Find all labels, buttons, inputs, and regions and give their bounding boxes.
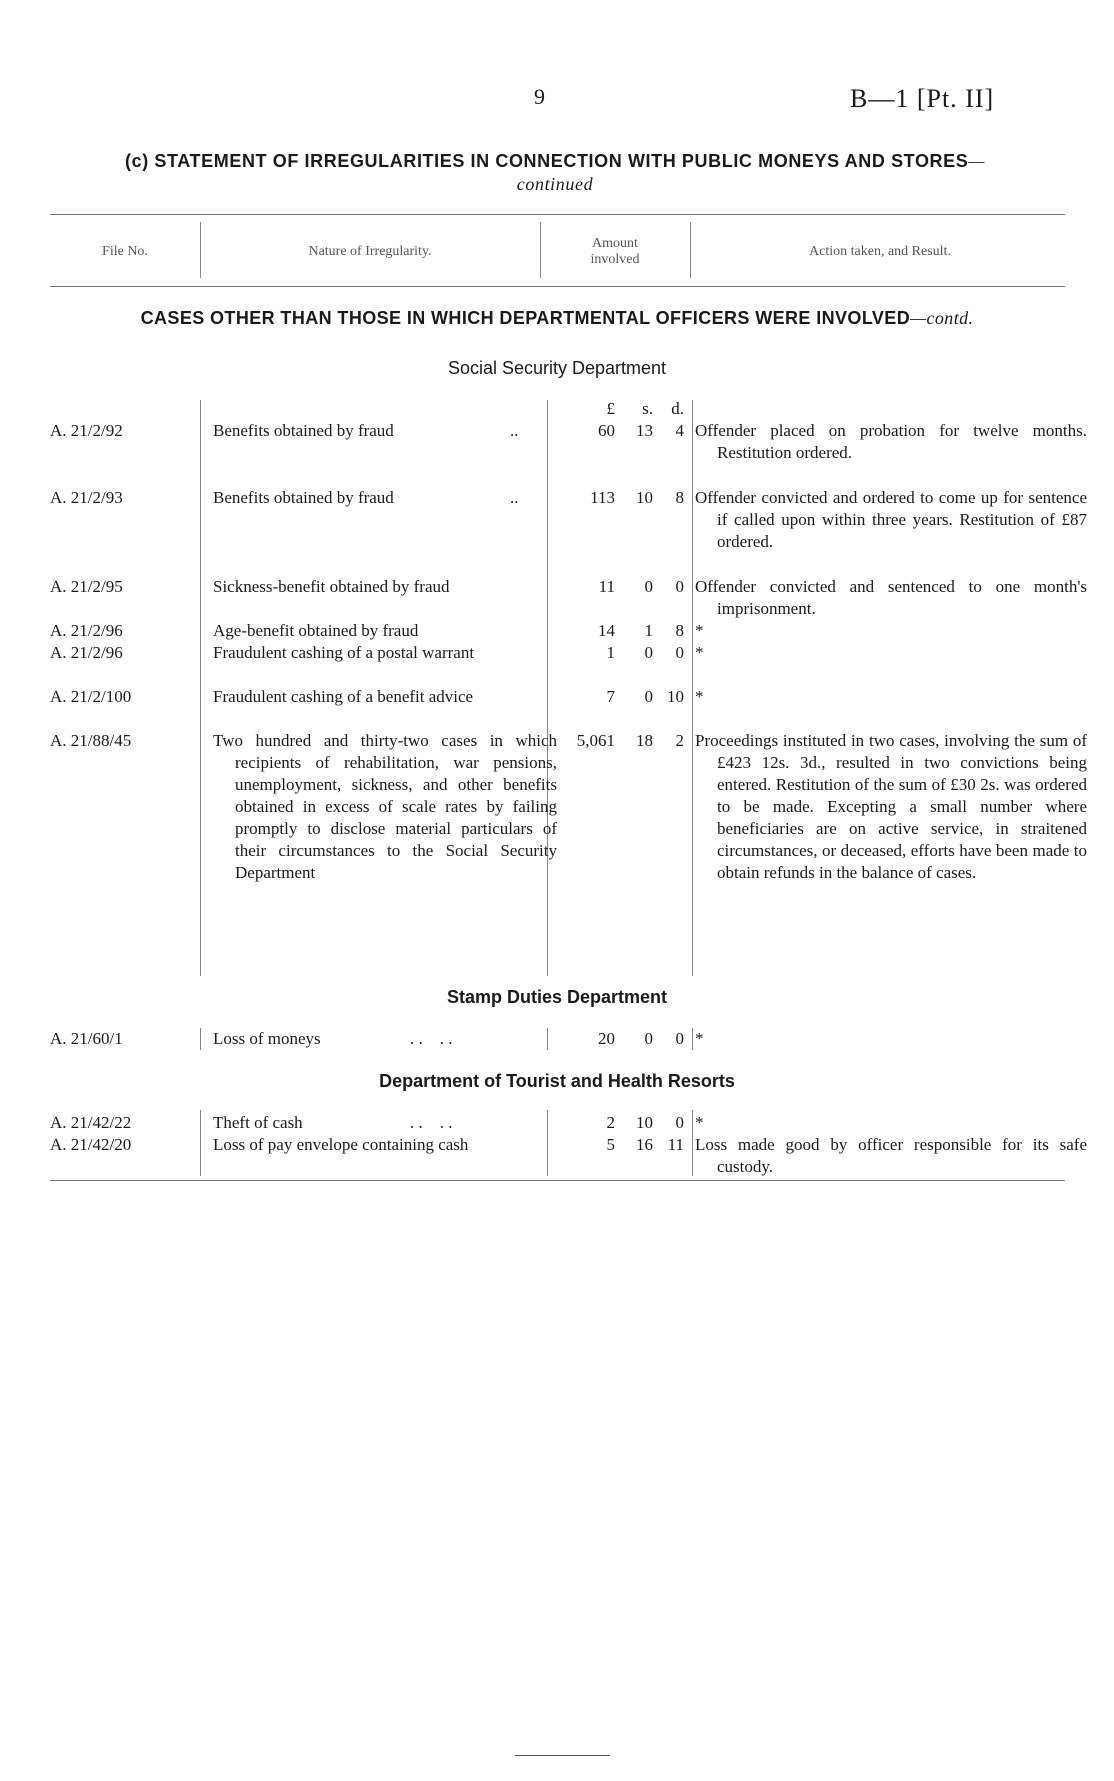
file-number: A. 21/2/96 — [50, 643, 123, 662]
column-rule — [200, 1028, 201, 1050]
action-taken: Offender convicted and ordered to come up for sentence if called upon within three years. Restitution of £87 ordered. — [695, 488, 1087, 551]
amount-shillings: 0 — [644, 1029, 653, 1048]
file-number: A. 21/42/22 — [50, 1113, 132, 1132]
column-rule — [692, 1028, 693, 1050]
amount-shillings: 0 — [644, 643, 653, 662]
title-main: STATEMENT OF IRREGULARITIES IN CONNECTION WITH PUBLIC MONEYS AND STORES — [154, 151, 969, 171]
amount-pence: 11 — [667, 1135, 684, 1154]
amount-shillings: 10 — [636, 488, 653, 507]
action-taken: Offender placed on probation for twelve months. Restitution ordered. — [695, 421, 1087, 462]
currency-pounds-header: £ — [606, 399, 615, 418]
column-rule — [692, 400, 693, 976]
amount-shillings: 13 — [636, 421, 653, 440]
file-number: A. 21/2/96 — [50, 621, 123, 640]
irregularity-nature: Sickness-benefit obtained by fraud — [213, 577, 450, 596]
end-rule — [515, 1755, 610, 1756]
page-number: 9 — [534, 84, 545, 109]
amount-pounds: 20 — [598, 1029, 615, 1048]
file-number: A. 21/42/20 — [50, 1135, 132, 1154]
amount-pounds: 1 — [606, 643, 615, 662]
irregularity-nature: Fraudulent cashing of a postal warrant — [213, 643, 475, 662]
dot-leader: .. — [510, 488, 519, 507]
column-header-action: Action taken, and Result. — [809, 244, 951, 259]
irregularity-nature: Two hundred and thirty-two cases in which recipients of rehabilitation, war pensions, unemployment, sickness, and other benefits obtained in excess of scale rates by failing promptly to disclose material particulars of their circumstances to the Social Security Department — [213, 731, 557, 882]
action-taken: Offender convicted and sentenced to one month's imprisonment. — [695, 577, 1087, 618]
irregularity-nature: Loss of pay envelope containing cash — [213, 1135, 469, 1154]
department-heading: Department of Tourist and Health Resorts — [379, 1071, 735, 1091]
title-prefix: (c) — [125, 151, 149, 171]
dot-leader: . . . . — [410, 1113, 453, 1132]
amount-pence: 2 — [675, 731, 684, 750]
dot-leader: .. — [510, 421, 519, 440]
action-taken: * — [695, 1113, 704, 1132]
irregularity-nature: Benefits obtained by fraud — [213, 421, 394, 440]
header-top-rule — [50, 214, 1065, 215]
amount-pence: 0 — [675, 1113, 684, 1132]
column-rule — [200, 400, 201, 976]
irregularity-nature: Theft of cash — [213, 1113, 303, 1132]
amount-pence: 0 — [675, 577, 684, 596]
action-taken: * — [695, 1029, 704, 1048]
amount-pounds: 14 — [598, 621, 615, 640]
department-heading: Social Security Department — [447, 358, 667, 378]
table-bottom-rule — [50, 1180, 1065, 1181]
column-rule — [200, 1110, 201, 1176]
file-number: A. 21/2/93 — [50, 488, 123, 507]
column-header-nature: Nature of Irregularity. — [308, 244, 432, 259]
amount-pounds: 7 — [606, 687, 615, 706]
amount-shillings: 1 — [644, 621, 653, 640]
column-rule — [692, 1110, 693, 1176]
amount-pence: 4 — [675, 421, 684, 440]
file-number: A. 21/2/95 — [50, 577, 123, 596]
section-heading: CASES OTHER THAN THOSE IN WHICH DEPARTMENTAL OFFICERS WERE INVOLVED—contd. — [140, 308, 974, 328]
amount-shillings: 10 — [636, 1113, 653, 1132]
irregularity-nature: Benefits obtained by fraud — [213, 488, 394, 507]
column-header-file-no: File No. — [102, 244, 148, 259]
file-number: A. 21/60/1 — [50, 1029, 123, 1048]
amount-pounds: 113 — [590, 488, 615, 507]
header-divider — [540, 222, 541, 278]
column-header-amount: Amount involved — [590, 236, 640, 267]
irregularity-nature: Fraudulent cashing of a benefit advice — [213, 687, 474, 706]
amount-pence: 0 — [675, 643, 684, 662]
action-taken: Loss made good by officer responsible for its safe custody. — [695, 1135, 1087, 1176]
department-heading: Stamp Duties Department — [446, 987, 668, 1007]
action-taken: Proceedings instituted in two cases, involving the sum of £423 12s. 3d., resulted in two convictions being entered. Restitution of the sum of £30 2s. was ordered to be made. Excepting a small number where beneficiaries are on active service, in straitened circumstances, or deceased, efforts have been made to obtain refunds in the balance of cases. — [695, 731, 1087, 882]
header-divider — [200, 222, 201, 278]
dot-leader: . . . . — [410, 1029, 453, 1048]
action-taken: * — [695, 621, 704, 640]
amount-pounds: 5,061 — [576, 731, 615, 750]
file-number: A. 21/2/92 — [50, 421, 123, 440]
statement-title — [90, 150, 1020, 196]
action-taken: * — [695, 643, 704, 662]
amount-pounds: 2 — [606, 1113, 615, 1132]
amount-shillings: 0 — [644, 687, 653, 706]
title-suffix: —continued — [516, 151, 985, 194]
irregularity-nature: Loss of moneys — [213, 1029, 321, 1048]
action-taken: * — [695, 687, 704, 706]
amount-pence: 10 — [667, 687, 684, 706]
amount-pence: 8 — [675, 621, 684, 640]
amount-pence: 0 — [675, 1029, 684, 1048]
header-bottom-rule — [50, 286, 1065, 287]
amount-shillings: 16 — [636, 1135, 653, 1154]
amount-pounds: 60 — [598, 421, 615, 440]
document-reference: B—1 [Pt. II] — [850, 84, 995, 113]
irregularity-nature: Age-benefit obtained by fraud — [213, 621, 419, 640]
amount-pounds: 11 — [598, 577, 615, 596]
currency-shillings-header: s. — [642, 399, 653, 418]
file-number: A. 21/2/100 — [50, 687, 132, 706]
amount-pounds: 5 — [606, 1135, 615, 1154]
currency-pence-header: d. — [671, 399, 684, 418]
amount-shillings: 0 — [644, 577, 653, 596]
amount-pence: 8 — [675, 488, 684, 507]
header-divider — [690, 222, 691, 278]
file-number: A. 21/88/45 — [50, 731, 132, 750]
amount-shillings: 18 — [636, 731, 653, 750]
